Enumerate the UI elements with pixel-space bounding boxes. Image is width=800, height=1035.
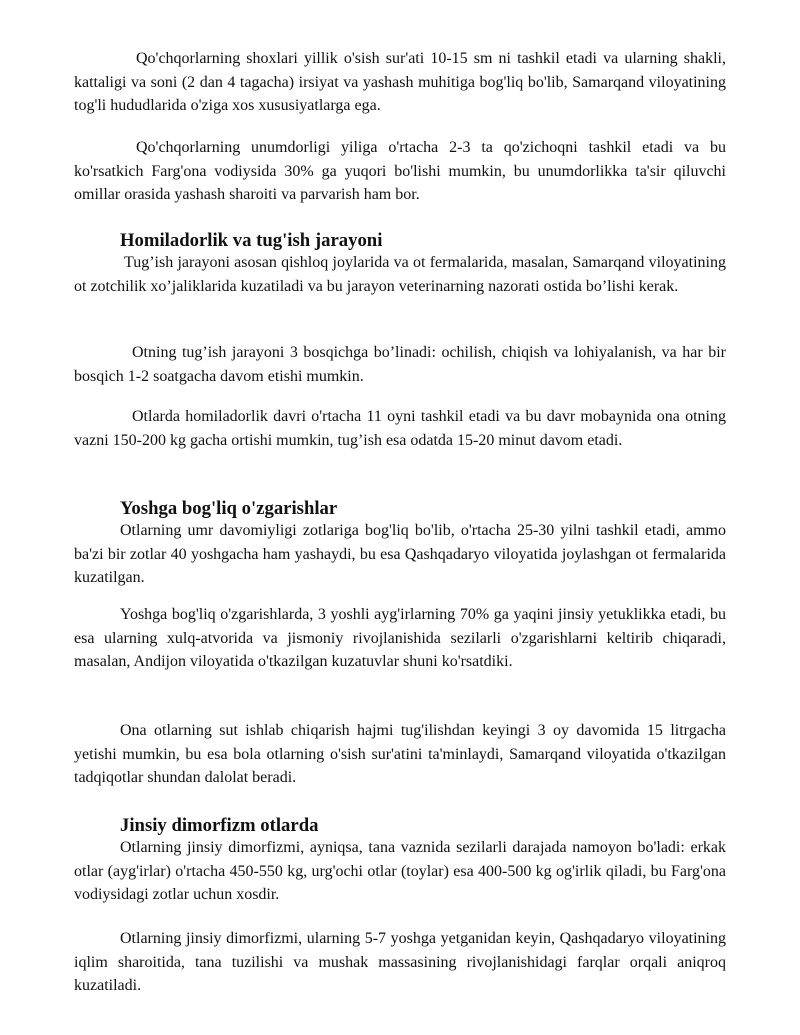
paragraph-milk-production: Ona otlarning sut ishlab chiqarish hajmi tug'ilishdan keyingi 3 oy davomida 15 litrgacha yetishi mumkin, bu esa bola otlarning o'sish sur'atini ta'minlaydi, Samarqand viloyatida o'tkazilgan tadqiqotlar shundan dalolat beradi. bbox=[74, 722, 726, 786]
paragraph-body-weight: Otlarning jinsiy dimorfizmi, ayniqsa, tana vaznida sezilarli darajada namoyon bo'ladi: erkak otlar (ayg'irlar) o'rtacha 450-550 kg, urg'ochi otlar (toylar) esa 400-500 kg og'irlik qiladi, bu Farg'ona vodiysidagi zotlar uchun xosdir. bbox=[74, 839, 726, 903]
paragraph-horn-growth: Qo'chqorlarning shoxlari yillik o'sish sur'ati 10-15 sm ni tashkil etadi va ularning shakli, kattaligi va soni (2 dan 4 tagacha) irsiyat va yashash muhitiga bog'liq bo'lib, Samarqand viloyatining tog'li hududlarida o'ziga xos xususiyatlarga ega. bbox=[74, 50, 726, 114]
paragraph-dimorphism-age: Otlarning jinsiy dimorfizmi, ularning 5-7 yoshga yetganidan keyin, Qashqadaryo viloyatining iqlim sharoitida, tana tuzilishi va mushak massasining rivojlanishidagi farqlar orqali aniqroq kuzatiladi. bbox=[74, 930, 726, 994]
paragraph-pregnancy-period: Otlarda homiladorlik davri o'rtacha 11 oyni tashkil etadi va bu davr mobaynida ona otning vazni 150-200 kg gacha ortishi mumkin, tug’ish esa odatda 15-20 minut davom etadi. bbox=[74, 408, 726, 449]
paragraph-birth-stages: Otning tug’ish jarayoni 3 bosqichga bo’linadi: ochilish, chiqish va lohiyalanish, va har bir bosqich 1-2 soatgacha davom etishi mumkin. bbox=[74, 344, 726, 385]
heading-age-changes: Yoshga bog'liq o'zgarishlar bbox=[120, 498, 338, 519]
heading-pregnancy-birth: Homiladorlik va tug'ish jarayoni bbox=[120, 230, 383, 251]
paragraph-lifespan: Otlarning umr davomiyligi zotlariga bog'liq bo'lib, o'rtacha 25-30 yilni tashkil etadi, ammo ba'zi bir zotlar 40 yoshgacha ham yashaydi, bu esa Qashqadaryo viloyatida joylashgan ot fermalarida kuzatilgan. bbox=[74, 522, 726, 586]
paragraph-birth-location: Tug’ish jarayoni asosan qishloq joylarida va ot fermalarida, masalan, Samarqand viloyatining ot zotchilik xo’jaliklarida kuzatiladi va bu jarayon veterinarning nazorati ostida bo’lishi kerak. bbox=[74, 254, 726, 295]
heading-sexual-dimorphism: Jinsiy dimorfizm otlarda bbox=[120, 815, 319, 836]
paragraph-ram-fertility: Qo'chqorlarning unumdorligi yiliga o'rtacha 2-3 ta qo'zichoqni tashkil etadi va bu ko'rsatkich Farg'ona vodiysida 30% ga yuqori bo'lishi mumkin, bu unumdorlikka ta'sir qiluvchi omillar orasida yashash sharoiti va parvarish ham bor. bbox=[74, 139, 726, 203]
paragraph-maturity: Yoshga bog'liq o'zgarishlarda, 3 yoshli ayg'irlarning 70% ga yaqini jinsiy yetuklikka etadi, bu esa ularning xulq-atvorida va jismoniy rivojlanishida sezilarli o'zgarishlarni keltirib chiqaradi, masalan, Andijon viloyatida o'tkazilgan kuzatuvlar shuni ko'rsatdiki. bbox=[74, 606, 726, 670]
